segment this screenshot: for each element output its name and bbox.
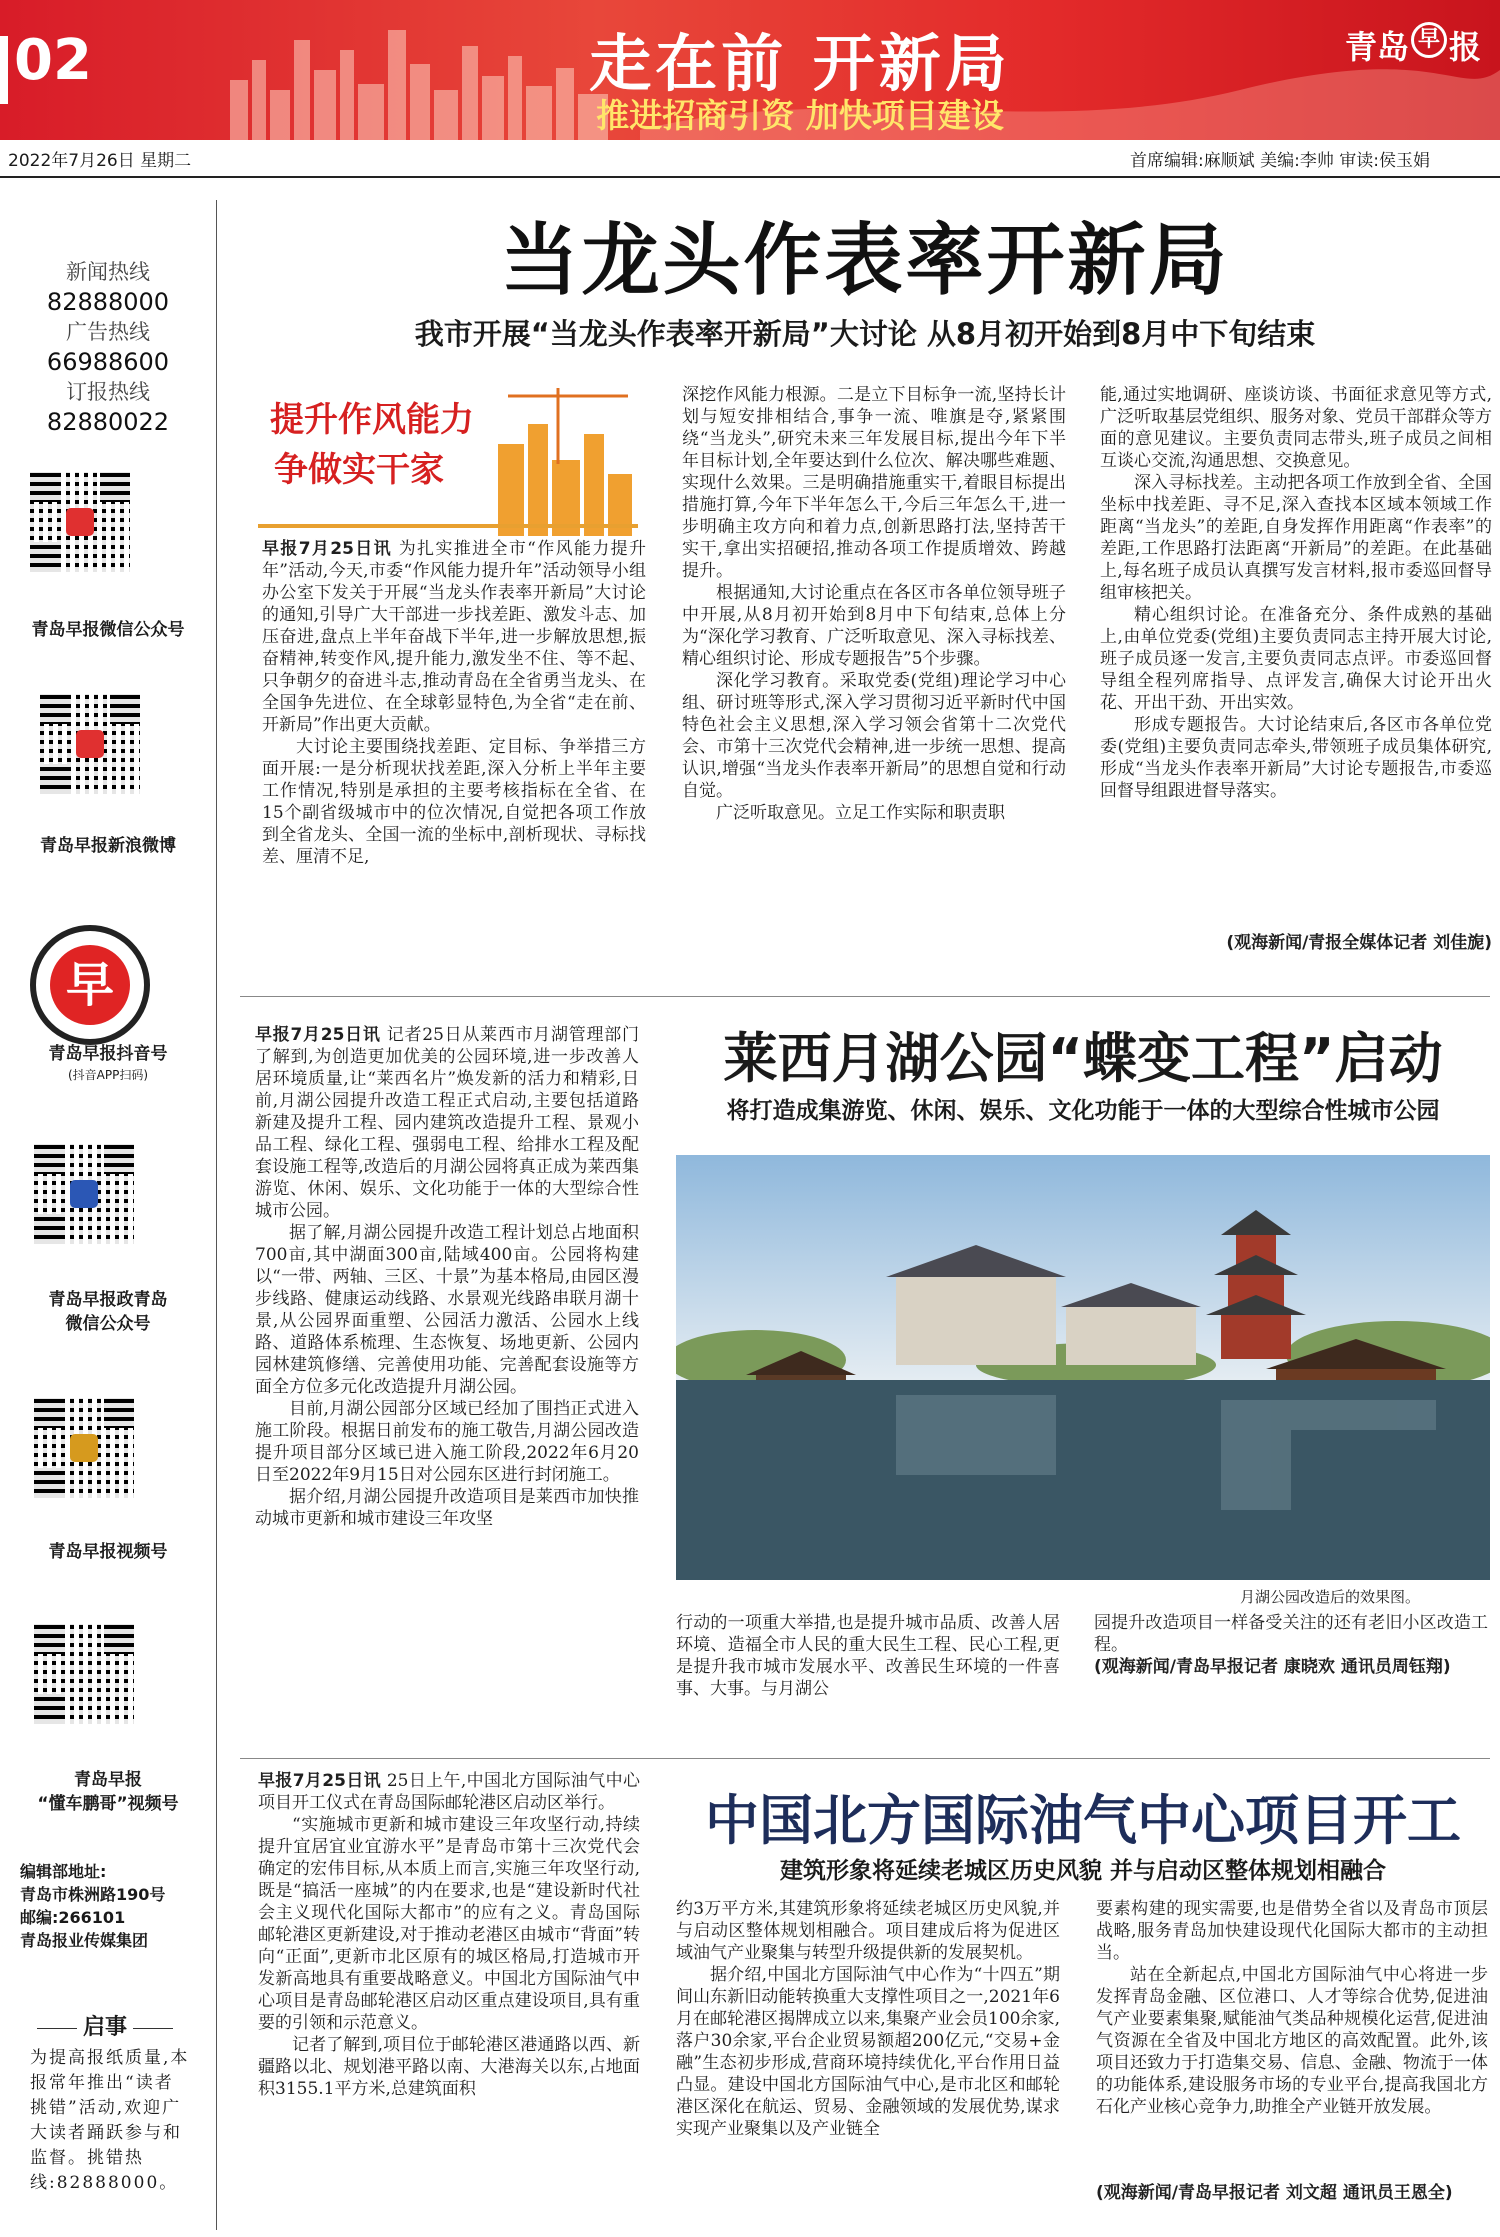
- dongche-qr-code[interactable]: [34, 1624, 134, 1724]
- article3-byline: (观海新闻/青岛早报记者 刘文超 通讯员王恩全): [1096, 2183, 1453, 2203]
- column-subtitle: 推进招商引资 加快项目建设: [596, 96, 1004, 135]
- article2-headline: 莱西月湖公园“蝶变工程”启动: [723, 1027, 1443, 1090]
- qr-label-wechat-account: 微信公众号: [65, 1314, 151, 1334]
- zhengqingdao-qr-code[interactable]: [34, 1144, 134, 1244]
- article1-column2: 深挖作风能力根源。二是立下目标争一流,坚持长计划与短安排相结合,事争一流、唯旗是夺,紧紧围绕“当龙头”,研究未来三年发展目标,提出今年下半年目标计划,全年要达到什么位次、解决哪些难题、实现什么效果。三是明确措施重实干,着眼目标提出措施打算,今年下半年怎么干,今后三年怎么干,进一步明确主攻方向和着力点,创新思路打法,坚持苦干实干,拿出实招硬招,推动各项工作提质增效、跨越提升。 根据通知,大讨论重点在各区市各单位领导班子中开展,从8月初开始到8月中下旬结束,总体上分为“深化学习教育、广泛听取意见、深入寻标找差、精心组织讨论、形成专题报告”5个步骤。 深化学习教育。采取党委(党组)理论学习中心组、研讨班等形式,深入学习贯彻习近平新时代中国特色社会主义思想,深入学习领会省第十二次党代会、市第十三次党代会精神,进一步统一思想、提高认识,增强“当龙头作表率开新局”的思想自觉和行动自觉。 广泛听取意见。立足工作实际和职责职: [682, 385, 1066, 823]
- section-rule-2: [240, 1758, 1490, 1759]
- weibo-qr-code[interactable]: [40, 694, 140, 794]
- article2-column1: 早报7月25日讯 记者25日从莱西市月湖管理部门了解到,为创造更加优美的公园环境,进一步改善人居环境质量,让“莱西名片”焕发新的活力和精彩,日前,月湖公园提升改造工程正式启动,主要包括道路新建及提升工程、园内建筑改造提升工程、景观小品工程、绿化工程、强弱电工程、给排水工程及配套设施工程等,改造后的月湖公园将真正成为莱西集游览、休闲、娱乐、文化功能于一体的大型综合性城市公园。 据了解,月湖公园提升改造工程计划总占地面积700亩,其中湖面300亩,陆域400亩。公园将构建以“一带、两轴、三区、十景”为基本格局,由园区漫步线路、健康运动线路、水景观光线路串联月湖十景,从公园界面重塑、公园活力激活、公园水上线路、道路体系梳理、生态恢复、场地更新、公园内园林建筑修缮、完善使用功能、完善配套设施等方面全方位多元化改造提升月湖公园。 目前,月湖公园部分区域已经加了围挡正式进入施工阶段。根据日前发布的施工敬告,月湖公园改造提升项目部分区域已进入施工阶段,2022年6月20日至2022年9月15日对公园东区进行封闭施工。 据介绍,月湖公园提升改造项目是莱西市加快推动城市更新和城市建设三年攻坚: [255, 1025, 639, 1529]
- article1-dateline: 早报7月25日讯: [262, 539, 392, 559]
- section-rule-1: [240, 996, 1490, 997]
- article3-subheadline: 建筑形象将延续老城区历史风貌 并与启动区整体规划相融合: [779, 1858, 1386, 1884]
- qr-label-video: 青岛早报视频号: [48, 1542, 168, 1562]
- qr-label-douyin: 青岛早报抖音号: [48, 1044, 168, 1064]
- park-rendering-photo: [676, 1155, 1490, 1580]
- campaign-logo-line1: 提升作风能力: [270, 400, 474, 440]
- article3-column1: 早报7月25日讯 25日上午,中国北方国际油气中心项目开工仪式在青岛国际邮轮港区启动区举行。 “实施城市更新和城市建设三年攻坚行动,持续提升宜居宜业宜游水平”是青岛市第十三次党代会确定的宏伟目标,从本质上而言,实施三年攻坚行动,既是“搞活一座城”的内在要求,也是“建设新时代社会主义现代化国际大都市”的应有之义。青岛国际邮轮港区更新建设,对于推动老港区由城市“背面”转向“正面”,更新市北区原有的城区格局,打造城市开发新高地具有重要战略意义。中国北方国际油气中心项目是青岛邮轮港区启动区重点建设项目,具有重要的引领和示范意义。 记者了解到,项目位于邮轮港区港通路以西、新疆路以北、规划港平路以南、大港海关以东,占地面积3155.1平方米,总建筑面积: [258, 1771, 640, 2099]
- page-number: 02: [14, 28, 94, 112]
- article1-headline: 当龙头作表率开新局: [500, 216, 1230, 306]
- article1-byline-box: [1100, 932, 1492, 956]
- qr-label-zhengqingdao: 青岛早报政青岛: [48, 1290, 168, 1310]
- zao-icon: 早: [50, 945, 130, 1025]
- hotline-label-ads: 广告热线: [66, 320, 150, 344]
- article1-subheadline: 我市开展“当龙头作表率开新局”大讨论 从8月初开始到8月中下旬结束: [414, 317, 1316, 351]
- header-rule: [0, 176, 1500, 178]
- hotline-number-news: 82888000: [46, 288, 170, 316]
- sidebar-divider: [216, 200, 217, 2230]
- article2-column3: 园提升改造项目一样备受关注的还有老旧小区改造工程。 (观海新闻/青岛早报记者 康晓欢 通讯员周钰翔): [1094, 1613, 1488, 1677]
- park-rendering-illustration: [676, 1155, 1490, 1580]
- newspaper-logo: 青岛 早 报: [1345, 22, 1495, 72]
- hotline-number-ads: 66988600: [46, 348, 170, 376]
- photo-caption: 月湖公园改造后的效果图。: [1240, 1588, 1421, 1606]
- article3-column2: 约3万平方米,其建筑形象将延续老城区历史风貌,并与启动区整体规划相融合。项目建成后将为促进区域油气产业聚集与转型升级提供新的发展契机。 据介绍,中国北方国际油气中心作为“十四五”期间山东新旧动能转换重大支撑性项目之一,2021年6月在邮轮港区揭牌成立以来,集聚产业会员100余家,落户30余家,平台企业贸易额超200亿元,“交易+金融”生态初步形成,营商环境持续优化,平台作用日益凸显。建设中国北方国际油气中心,是市北区和邮轮港区深化在航运、贸易、金融领域的发展优势,谋求实现产业聚集以及产业链全: [676, 1899, 1060, 2139]
- editorial-address: 编辑部地址: 青岛市株洲路190号 邮编:266101 青岛报业传媒集团: [20, 1862, 166, 1950]
- article1-byline: (观海新闻/青报全媒体记者 刘佳旎): [1226, 933, 1492, 953]
- hotline-label-subscribe: 订报热线: [66, 380, 150, 404]
- zao-logo-icon: 早: [1411, 22, 1447, 58]
- article1-column3: 能,通过实地调研、座谈访谈、书面征求意见等方式,广泛听取基层党组织、服务对象、党员干部群众等方面的意见建议。主要负责同志带头,班子成员之间相互谈心交流,沟通思想、交换意见。 深入寻标找差。主动把各项工作放到全省、全国坐标中找差距、寻不足,深入查找本区域本领域工作距离“当龙头”的差距,自身发挥作用距离“作表率”的差距,工作思路打法距离“开新局”的差距。在此基础上,每名班子成员认真撰写发言材料,报市委巡回督导组审核把关。 精心组织讨论。在准备充分、条件成熟的基础上,由单位党委(党组)主要负责同志主持开展大讨论,班子成员逐一发言,主要负责同志点评。市委巡回督导组全程列席指导、点评发言,确保大讨论开出火花、开出干劲、开出实效。 形成专题报告。大讨论结束后,各区市各单位党委(党组)主要负责同志牵头,带领班子成员集体研究,形成“当龙头作表率开新局”大讨论专题报告,市委巡回督导组跟进督导落实。: [1100, 385, 1492, 801]
- editor-credits: 首席编辑:麻顺斌 美编:李帅 审读:侯玉娟: [1130, 151, 1430, 171]
- qr-label-wechat: 青岛早报微信公众号: [31, 620, 185, 640]
- issue-date: 2022年7月26日 星期二: [8, 151, 192, 171]
- douyin-qr-code[interactable]: [30, 925, 150, 1045]
- notice-title: 启事: [20, 2010, 190, 2041]
- sidebar: [0, 200, 216, 2230]
- article3-column3: 要素构建的现实需要,也是借势全省以及青岛市顶层战略,服务青岛加快建设现代化国际大都市的主动担当。 站在全新起点,中国北方国际油气中心将进一步发挥青岛金融、区位港口、人才等综合优势,促进油气产业要素集聚,赋能油气类品种规模化运营,促进油气资源在全省及中国北方地区的高效配置。此外,该项目还致力于打造集交易、信息、金融、物流于一体的功能体系,建设服务市场的专业平台,提高我国北方石化产业核心竞争力,助推全产业链开放发展。: [1096, 1899, 1488, 2117]
- qr-label-dongche: “懂车鹏哥”视频号: [37, 1794, 179, 1814]
- qr-label-weibo: 青岛早报新浪微博: [40, 836, 176, 856]
- wechat-qr-code[interactable]: [30, 472, 130, 572]
- hotline-number-subscribe: 82880022: [46, 408, 170, 436]
- article1-column1: 早报7月25日讯 为扎实推进全市“作风能力提升年”活动,今天,市委“作风能力提升年”活动领导小组办公室下发关于开展“当龙头作表率开新局”大讨论的通知,引导广大干部进一步找差距、激发斗志、加压奋进,盘点上半年奋战下半年,进一步解放思想,振奋精神,转变作风,提升能力,激发坐不住、等不起、只争朝夕的奋进斗志,推动青岛在全省勇当龙头、在全国争先进位、在全球彰显特色,为全省“走在前、开新局”作出更大贡献。 大讨论主要围绕找差距、定目标、争举措三方面开展:一是分析现状找差距,深入分析上半年主要工作情况,特别是承担的主要考核指标在全省、在15个副省级城市中的位次情况,自觉把各项工作放到全省龙头、全国一流的坐标中,剖析现状、寻标找差、厘清不足,: [262, 539, 646, 867]
- qr-label-qingdao-zaobao: 青岛早报: [74, 1770, 142, 1790]
- article3-dateline: 早报7月25日讯: [258, 1771, 382, 1791]
- article2-column2: 行动的一项重大举措,也是提升城市品质、改善人居环境、造福全市人民的重大民生工程、民心工程,更是提升我市城市发展水平、改善民生环境的一件喜事、大事。与月湖公: [676, 1613, 1060, 1699]
- hotline-label-news: 新闻热线: [66, 260, 150, 284]
- campaign-logo-line2: 争做实干家: [274, 450, 444, 490]
- article2-subheadline: 将打造成集游览、休闲、娱乐、文化功能于一体的大型综合性城市公园: [726, 1098, 1440, 1124]
- video-account-qr-code[interactable]: [34, 1398, 134, 1498]
- campaign-logo: [258, 384, 638, 536]
- article3-headline: 中国北方国际油气中心项目开工: [705, 1789, 1461, 1852]
- notice-body: 为提高报纸质量,本报常年推出“读者挑错”活动,欢迎广大读者踊跃参与和监督。挑错热线:82888000。: [30, 2048, 190, 2193]
- article2-byline: (观海新闻/青岛早报记者 康晓欢 通讯员周钰翔): [1094, 1657, 1451, 1677]
- douyin-scan-note: (抖音APP扫码): [67, 1068, 149, 1082]
- column-title: 走在前 开新局: [589, 27, 1011, 100]
- article3-byline-box: [1096, 2182, 1488, 2230]
- article2-dateline: 早报7月25日讯: [255, 1025, 381, 1045]
